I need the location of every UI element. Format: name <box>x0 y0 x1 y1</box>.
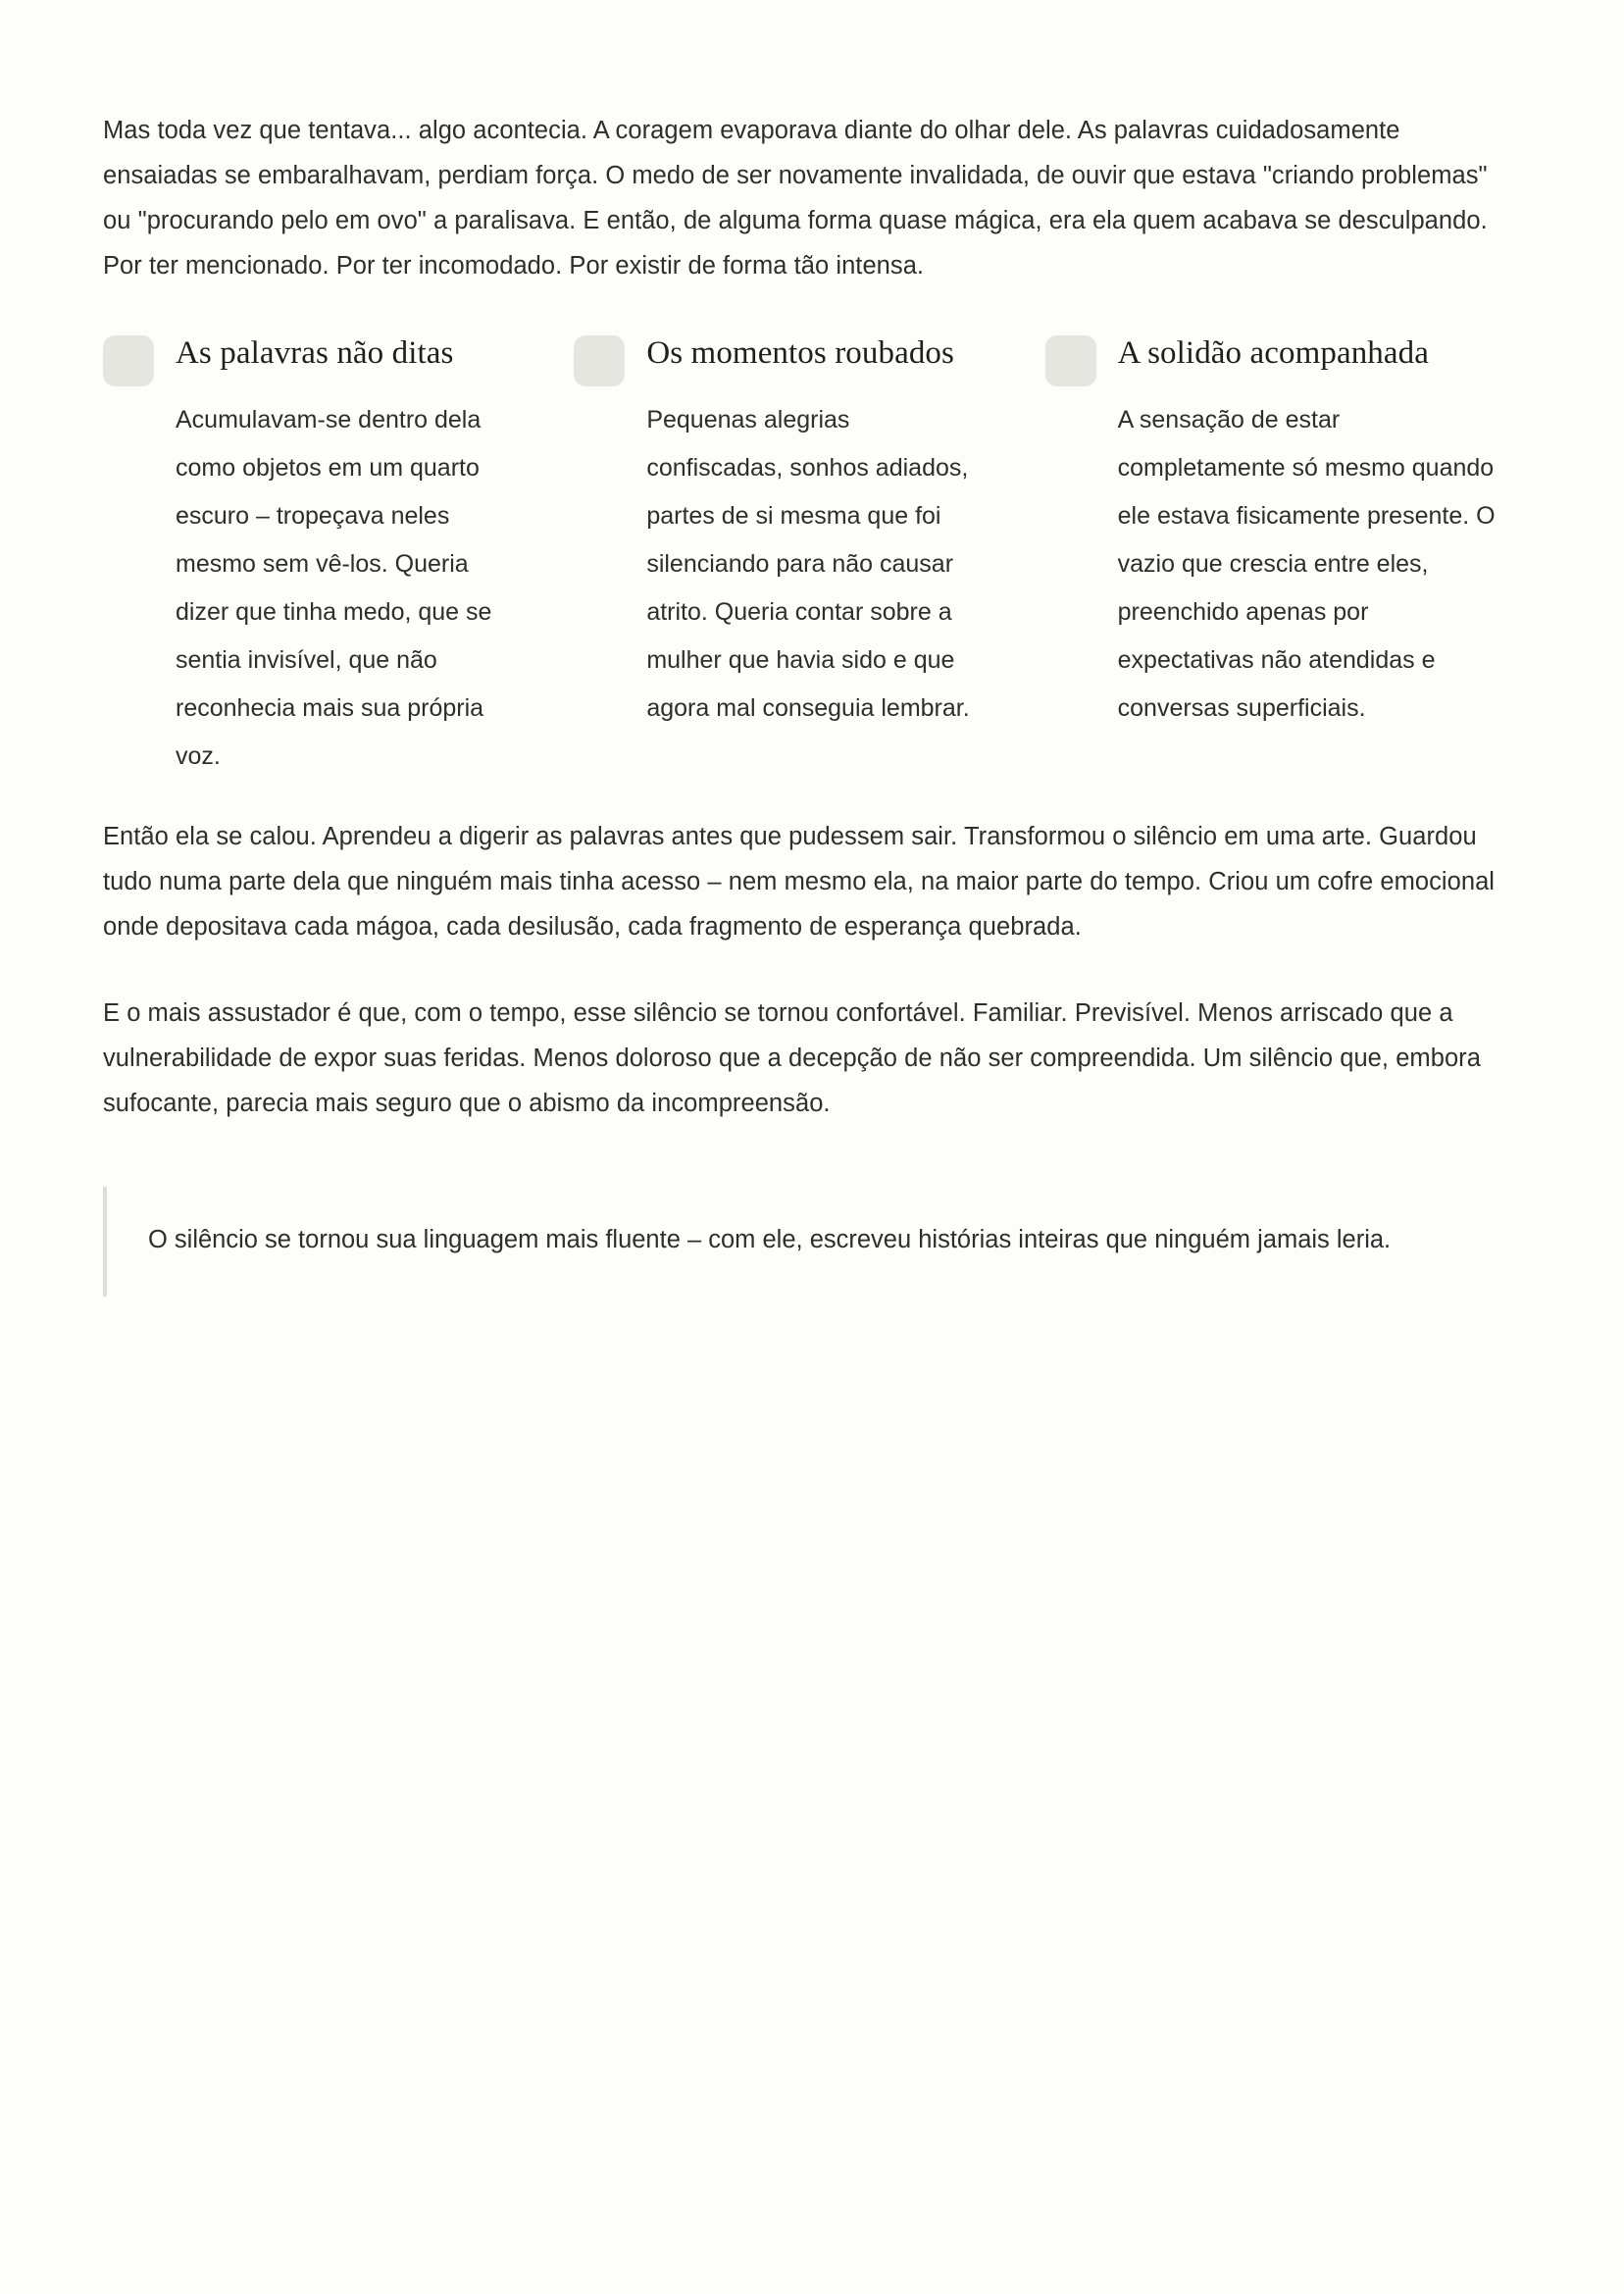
placeholder-square-icon <box>1045 335 1096 386</box>
feature-card-1-title: As palavras não ditas <box>176 335 454 371</box>
feature-card-2-title: Os momentos roubados <box>646 335 954 371</box>
feature-card-3-title: A solidão acompanhada <box>1117 335 1429 371</box>
feature-card-1-header <box>103 330 520 386</box>
pull-quote <box>103 1187 1476 1297</box>
feature-card-1 <box>103 330 574 781</box>
feature-card-2 <box>574 330 1044 781</box>
intro-paragraph: Mas toda vez que tentava... algo acontecia. A coragem evaporava diante do olhar dele. As palavras cuidadosamente ensaiadas se embaralhavam, perdiam força. O medo de ser novamente invalidada, de ouvir que estava "criando problemas" ou "procurando pelo em ovo" a paralisava. E então, de alguma forma quase mágica, era ela quem acabava se desculpando. Por ter mencionado. Por ter incomodado. Por existir de forma tão intensa. <box>103 117 1488 280</box>
after-cards-paragraph: Então ela se calou. Aprendeu a digerir as palavras antes que pudessem sair. Transformou o silêncio em uma arte. Guardou tudo numa parte dela que ninguém mais tinha acesso – nem mesmo ela, na maior parte do tempo. Criou um cofre emocional onde depositava cada mágoa, cada desilusão, cada fragmento de esperança quebrada. <box>103 823 1496 941</box>
closing-paragraph: E o mais assustador é que, com o tempo, esse silêncio se tornou confortável. Familiar. Previsível. Menos arriscado que a vulnerabilidade de expor suas feridas. Menos doloroso que a decepção de não ser compreendida. Um silêncio que, embora sufocante, parecia mais seguro que o abismo da incompreensão. <box>103 999 1481 1117</box>
placeholder-square-icon <box>103 335 154 386</box>
document-content <box>103 108 1515 1297</box>
feature-card-1-body: Acumulavam-se dentro dela como objetos em um quarto escuro – tropeçava neles mesmo sem vê-los. Queria dizer que tinha medo, que se sentia invisível, que não reconhecia mais sua própria voz. <box>176 406 492 770</box>
placeholder-square-icon <box>574 335 625 386</box>
feature-card-3-header <box>1045 330 1505 386</box>
feature-columns <box>103 330 1515 781</box>
pull-quote-text: O silêncio se tornou sua linguagem mais fluente – com ele, escreveu histórias inteiras que ninguém jamais leria. <box>148 1226 1392 1253</box>
feature-card-2-header <box>574 330 990 386</box>
feature-card-3 <box>1045 330 1515 781</box>
feature-card-2-body: Pequenas alegrias confiscadas, sonhos adiados, partes de si mesma que foi silenciando para não causar atrito. Queria contar sobre a mulher que havia sido e que agora mal conseguia lembrar. <box>646 406 970 722</box>
feature-card-3-body: A sensação de estar completamente só mesmo quando ele estava fisicamente presente. O vazio que crescia entre eles, preenchido apenas por expectativas não atendidas e conversas superficiais. <box>1117 406 1496 722</box>
